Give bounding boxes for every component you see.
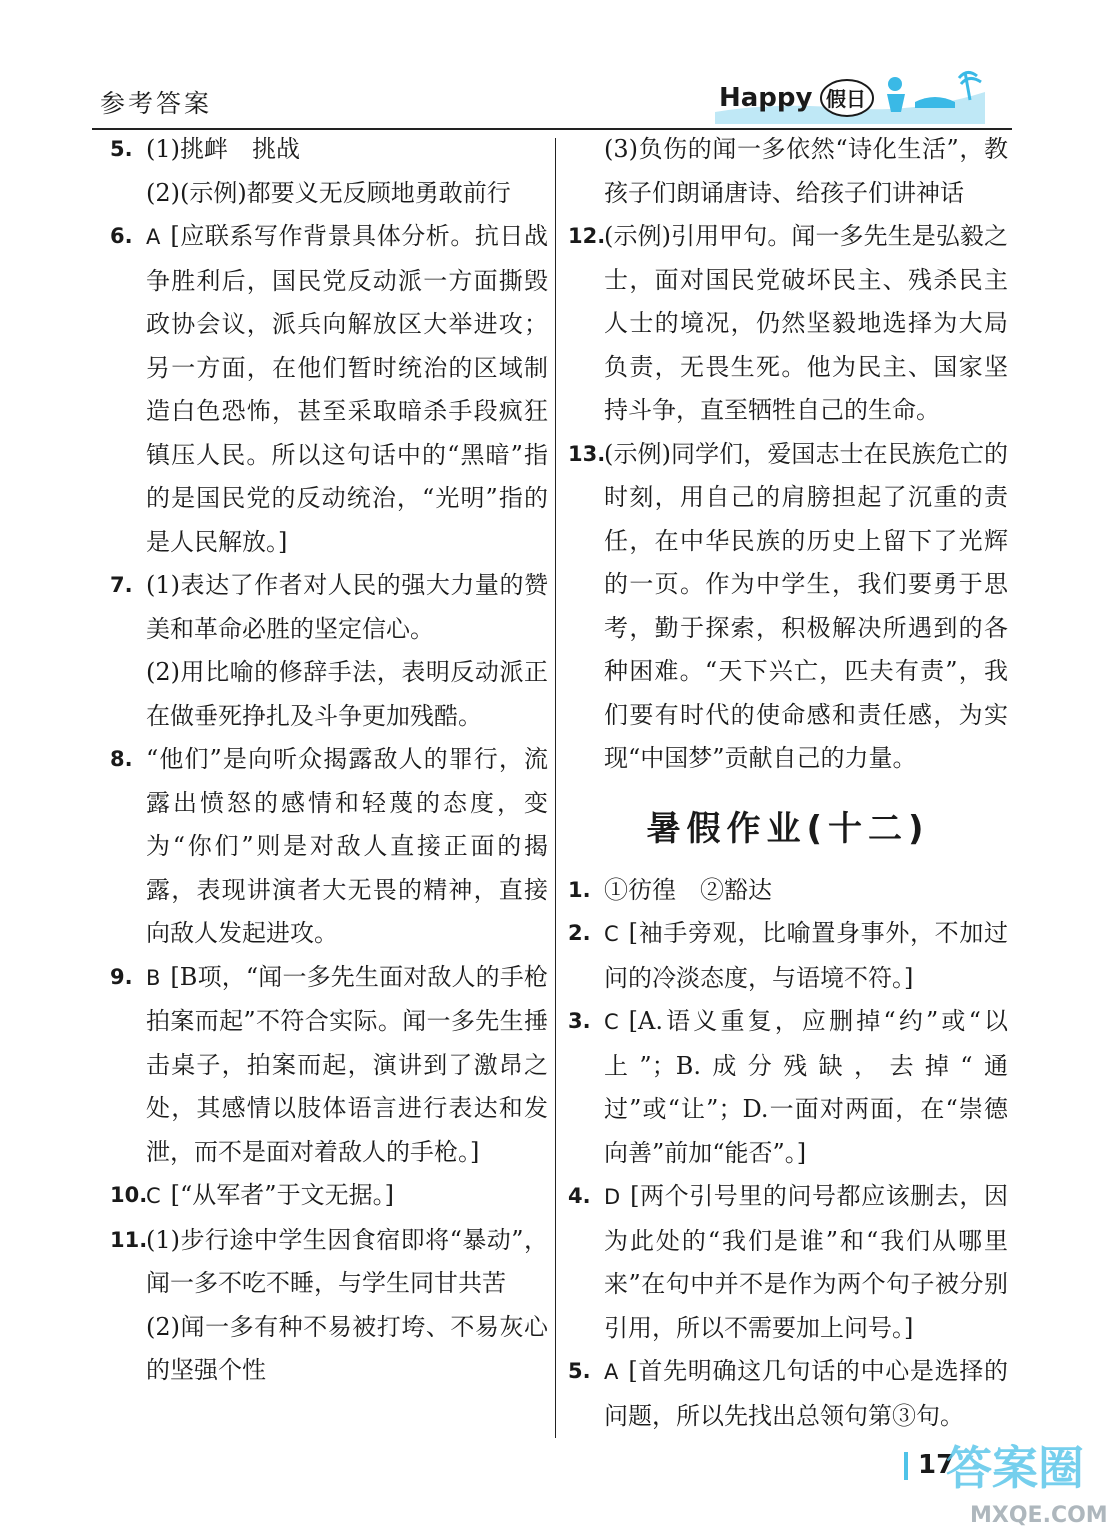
item-choice: C xyxy=(604,1010,619,1034)
item-choice: C xyxy=(604,922,619,946)
item-choice: A xyxy=(146,225,161,249)
item-text: (2)闻一多有种不易被打垮、不易灰心的坚强个性 xyxy=(146,1312,548,1384)
item-text: [“从军者”于文无据。] xyxy=(170,1181,394,1209)
item-number: 10. xyxy=(110,1183,148,1207)
item-text: (示例)引用甲句。闻一多先生是弘毅之士，面对国民党破坏民主、残杀民主人士的境况，仍然坚毅地选择为大局负责，无畏生死。他为民主、国家坚持斗争，直至牺牲自己的生命。 xyxy=(604,222,1008,424)
answer-item xyxy=(568,1350,1008,1438)
answer-item xyxy=(110,1306,548,1393)
item-choice: C xyxy=(146,1184,161,1208)
logo-badge: 假日 xyxy=(826,87,866,111)
answer-item xyxy=(110,128,548,172)
item-text: ①彷徨 ②豁达 xyxy=(604,875,772,904)
item-number: 7. xyxy=(110,573,133,597)
item-choice: B xyxy=(146,965,161,990)
item-number: 9. xyxy=(110,964,133,989)
item-text: [两个引号里的问号都应该删去，因为此处的“我们是谁”和“我们从哪里来”在句中并不是作为两个句子被分别引用，所以不需要加上问号。] xyxy=(604,1182,1008,1342)
answer-item xyxy=(568,912,1008,1000)
section-title: 暑假作业(十二) xyxy=(646,808,930,849)
item-text: (2)用比喻的修辞手法，表明反动派正在做垂死挣扎及斗争更加残酷。 xyxy=(146,658,548,730)
left-column xyxy=(110,128,548,1393)
answer-item xyxy=(568,1175,1008,1350)
watermark-url: MXQE.COM xyxy=(970,1503,1108,1528)
logo-text: Happy xyxy=(719,83,813,113)
answer-item xyxy=(110,956,548,1175)
item-number: 5. xyxy=(568,1359,591,1383)
item-choice: A xyxy=(604,1360,619,1384)
header-title: 参考答案 xyxy=(100,89,213,118)
watermark-logo xyxy=(940,1426,1108,1530)
item-choice: D xyxy=(604,1185,621,1209)
answer-item xyxy=(110,564,548,651)
item-text: (1)挑衅 挑战 xyxy=(146,135,300,163)
answer-item xyxy=(568,215,1008,433)
answer-item xyxy=(110,215,548,564)
answer-item xyxy=(110,738,548,956)
item-number: 11. xyxy=(110,1227,148,1252)
item-number: 12. xyxy=(568,224,606,248)
item-text: [首先明确这几句话的中心是选择的问题，所以先找出总领句第③句。 xyxy=(604,1357,1008,1430)
item-number: 6. xyxy=(110,224,133,248)
happy-holiday-logo xyxy=(715,62,985,124)
item-text: [B项，“闻一多先生面对敌人的手枪拍案而起”不符合实际。闻一多先生捶击桌子，拍案而起，演讲到了激昂之处，其感情以肢体语言进行表达和发泄，而不是面对着敌人的手枪。] xyxy=(146,962,548,1166)
item-text: (1)步行途中学生因食宿即将“暴动”，闻一多不吃不睡，与学生同甘共苦 xyxy=(146,1225,548,1297)
watermark-text: 答案圈 xyxy=(946,1441,1084,1495)
item-number: 8. xyxy=(110,747,133,771)
item-number: 13. xyxy=(568,441,606,466)
item-number: 2. xyxy=(568,921,591,945)
answer-item xyxy=(110,172,548,216)
item-number: 5. xyxy=(110,137,133,161)
item-text: (示例)同学们，爱国志士在民族危亡的时刻，用自己的肩膀担起了沉重的责任，在中华民族的历史上留下了光辉的一页。作为中学生，我们要勇于思考，勤于探索，积极解决所遇到的各种困难。“天下兴亡，匹夫有责”，我们要有时代的使命感和责任感，为实现“中国梦”贡献自己的力量。 xyxy=(604,439,1008,772)
item-text: [A.语义重复，应删掉“约”或“以上”；B.成分残缺，去掉“通过”或“让”；D.一面对两面，在“崇德向善”前加“能否”。] xyxy=(604,1007,1008,1167)
item-text: (3)负伤的闻一多依然“诗化生活”，教孩子们朗诵唐诗、给孩子们讲神话 xyxy=(604,135,1008,207)
item-text: [应联系写作背景具体分析。抗日战争胜利后，国民党反动派一方面撕毁政协会议，派兵向解放区大举进攻；另一方面，在他们暂时统治的区域制造白色恐怖，甚至采取暗杀手段疯狂镇压人民。所以这句话中的“黑暗”指的是国民党的反动统治，“光明”指的是人民解放。] xyxy=(146,222,548,556)
right-column xyxy=(568,128,1008,1438)
item-text: (1)表达了作者对人民的强大力量的赞美和革命必胜的坚定信心。 xyxy=(146,571,548,643)
answer-item xyxy=(110,1174,548,1219)
item-number: 1. xyxy=(568,877,591,902)
answer-item xyxy=(568,1000,1008,1175)
page-number: 17 xyxy=(918,1450,955,1480)
answer-item xyxy=(110,1219,548,1306)
answer-item xyxy=(110,651,548,738)
item-text: “他们”是向听众揭露敌人的罪行，流露出愤怒的感情和轻蔑的态度，变为“你们”则是对敌人直接正面的揭露，表现讲演者大无畏的精神，直接向敌人发起进攻。 xyxy=(146,745,548,947)
item-text: (2)(示例)都要义无反顾地勇敢前行 xyxy=(146,178,511,207)
column-divider xyxy=(555,138,556,1438)
answer-item xyxy=(568,869,1008,913)
item-text: [袖手旁观，比喻置身事外，不加过问的冷淡态度，与语境不符。] xyxy=(604,919,1008,992)
answer-item xyxy=(568,433,1008,781)
answer-item xyxy=(568,128,1008,215)
page-number-bar xyxy=(904,1452,908,1480)
item-number: 4. xyxy=(568,1184,591,1208)
item-number: 3. xyxy=(568,1009,591,1033)
